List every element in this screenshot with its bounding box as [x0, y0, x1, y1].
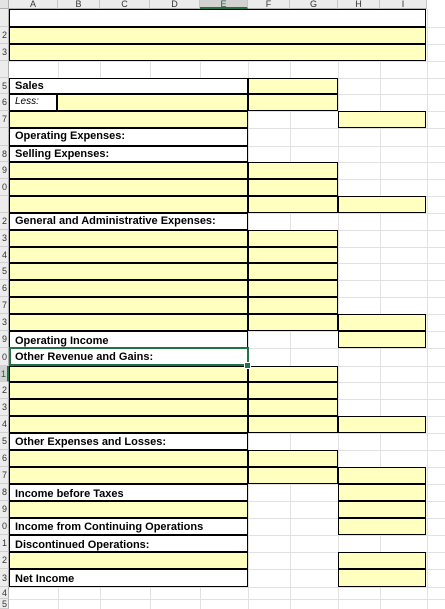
- row-header[interactable]: 1: [0, 535, 9, 552]
- row-header[interactable]: 2: [0, 213, 9, 230]
- fill-handle[interactable]: [244, 362, 251, 369]
- row-header[interactable]: 4: [1, 588, 7, 598]
- gridline-vertical: [427, 9, 428, 609]
- column-header-c[interactable]: C: [100, 0, 150, 9]
- label-other-expenses-losses: Other Expenses and Losses:: [15, 436, 166, 448]
- row-header[interactable]: 8: [0, 484, 9, 501]
- row-header[interactable]: 4: [0, 247, 9, 263]
- row-header[interactable]: 4: [0, 416, 9, 433]
- selling-item-1[interactable]: [9, 162, 248, 179]
- ga-amount-1[interactable]: [248, 230, 338, 247]
- less-amount[interactable]: [248, 94, 338, 111]
- heading-input-line2[interactable]: [9, 44, 426, 61]
- row-header[interactable]: 2: [0, 382, 9, 399]
- less-item-input[interactable]: [57, 94, 248, 111]
- other-revenue-item-2[interactable]: [9, 382, 248, 399]
- sales-amount[interactable]: [248, 78, 338, 94]
- row-header[interactable]: 3: [0, 399, 9, 416]
- column-header-a[interactable]: A: [9, 0, 58, 9]
- row-header[interactable]: 3: [0, 314, 9, 331]
- other-revenue-amount-4[interactable]: [248, 416, 338, 433]
- discontinued-item-1[interactable]: [9, 552, 248, 569]
- row-header[interactable]: 6: [0, 280, 9, 297]
- title-cell[interactable]: [9, 9, 426, 27]
- income-tax-amount[interactable]: [338, 501, 426, 518]
- ga-item-3[interactable]: [9, 263, 248, 280]
- row-header[interactable]: 3: [0, 230, 9, 247]
- other-expenses-total[interactable]: [338, 467, 426, 484]
- row-header[interactable]: [0, 9, 9, 27]
- row-header[interactable]: 3: [0, 44, 9, 61]
- column-header-d[interactable]: D: [150, 0, 200, 9]
- label-net-income: Net Income: [15, 573, 75, 585]
- other-revenue-amount-2[interactable]: [248, 382, 338, 399]
- label-sales: Sales: [15, 80, 44, 92]
- column-header-f[interactable]: F: [248, 0, 290, 9]
- other-revenue-item-3[interactable]: [9, 399, 248, 416]
- selling-item-2[interactable]: [9, 179, 248, 196]
- other-expenses-item-2[interactable]: [9, 467, 248, 484]
- other-expenses-amount-2[interactable]: [248, 467, 338, 484]
- ga-amount-3[interactable]: [248, 263, 338, 280]
- row-header[interactable]: 9: [0, 501, 9, 518]
- selling-amount-3[interactable]: [248, 196, 338, 213]
- select-all-corner[interactable]: [0, 0, 9, 9]
- row-header[interactable]: [0, 61, 9, 78]
- row-header[interactable]: 0: [0, 348, 9, 366]
- gross-profit-amount[interactable]: [338, 111, 426, 128]
- row-header[interactable]: 9: [0, 331, 9, 348]
- label-discontinued-operations: Discontinued Operations:: [15, 539, 150, 551]
- gridline-horizontal: [9, 61, 445, 62]
- discontinued-amount-1[interactable]: [338, 552, 426, 569]
- row-header[interactable]: 1: [0, 366, 9, 382]
- other-revenue-item-4[interactable]: [9, 416, 248, 433]
- other-revenue-total[interactable]: [338, 416, 426, 433]
- income-tax-label-input[interactable]: [9, 501, 248, 518]
- column-header-h[interactable]: H: [338, 0, 380, 9]
- row-header[interactable]: 5: [0, 78, 9, 94]
- selling-amount-1[interactable]: [248, 162, 338, 179]
- row-header[interactable]: 6: [0, 450, 9, 467]
- gridline-horizontal: [9, 599, 445, 600]
- row-header[interactable]: 7: [0, 297, 9, 314]
- row-header[interactable]: 0: [0, 518, 9, 535]
- row-header[interactable]: [0, 196, 9, 213]
- row-header[interactable]: [0, 128, 9, 146]
- active-cell-selection[interactable]: [9, 347, 249, 366]
- row-header[interactable]: 9: [0, 162, 9, 179]
- column-header-i[interactable]: I: [380, 0, 427, 9]
- row-header[interactable]: 7: [0, 467, 9, 484]
- gridline-horizontal: [9, 587, 445, 588]
- heading-input-line1[interactable]: [9, 27, 426, 44]
- row-header[interactable]: 3: [0, 569, 9, 587]
- other-expenses-item-1[interactable]: [9, 450, 248, 467]
- label-income-before-taxes: Income before Taxes: [15, 488, 124, 500]
- gross-profit-label-input[interactable]: [9, 111, 248, 128]
- ga-amount-5[interactable]: [248, 297, 338, 314]
- ga-amount-2[interactable]: [248, 247, 338, 263]
- label-income-continuing-operations: Income from Continuing Operations: [15, 521, 204, 533]
- ga-item-5[interactable]: [9, 297, 248, 314]
- label-operating-expenses: Operating Expenses:: [15, 130, 126, 142]
- ga-item-4[interactable]: [9, 280, 248, 297]
- ga-total-label[interactable]: [9, 314, 248, 331]
- other-revenue-amount-3[interactable]: [248, 399, 338, 416]
- row-header[interactable]: 5: [0, 433, 9, 450]
- income-before-taxes-amount[interactable]: [338, 484, 426, 501]
- label-selling-expenses: Selling Expenses:: [15, 148, 110, 160]
- row-header[interactable]: 0: [0, 179, 9, 196]
- other-revenue-amount-1[interactable]: [248, 366, 338, 382]
- label-operating-income: Operating Income: [15, 335, 109, 347]
- other-revenue-item-1[interactable]: [9, 366, 248, 382]
- label-other-revenue-gains: Other Revenue and Gains:: [15, 351, 154, 363]
- row-header[interactable]: 6: [0, 94, 9, 111]
- column-header-g[interactable]: G: [290, 0, 338, 9]
- operating-income-amount[interactable]: [338, 331, 426, 348]
- row-header[interactable]: 5: [0, 263, 9, 280]
- selling-total-amount[interactable]: [338, 196, 426, 213]
- ga-item-2[interactable]: [9, 247, 248, 263]
- row-header[interactable]: 2: [0, 552, 9, 569]
- other-expenses-amount-1[interactable]: [248, 450, 338, 467]
- row-header[interactable]: 8: [0, 146, 9, 162]
- sales-label-cell[interactable]: [9, 78, 248, 94]
- ga-item-1[interactable]: [9, 230, 248, 247]
- label-general-admin-expenses: General and Administrative Expenses:: [15, 215, 216, 227]
- label-less: Less:: [15, 96, 39, 107]
- column-header-b[interactable]: B: [58, 0, 100, 9]
- row-header[interactable]: 7: [0, 111, 9, 128]
- income-continuing-amount[interactable]: [338, 518, 426, 535]
- selling-amount-2[interactable]: [248, 179, 338, 196]
- ga-amount-6[interactable]: [248, 314, 338, 331]
- total-operating-expenses-amount[interactable]: [338, 314, 426, 331]
- selling-total-label[interactable]: [9, 196, 248, 213]
- row-header[interactable]: 5: [1, 599, 7, 609]
- net-income-amount[interactable]: [338, 569, 426, 587]
- row-header[interactable]: 2: [0, 27, 9, 44]
- ga-amount-4[interactable]: [248, 280, 338, 297]
- column-header-e[interactable]: E: [200, 0, 248, 9]
